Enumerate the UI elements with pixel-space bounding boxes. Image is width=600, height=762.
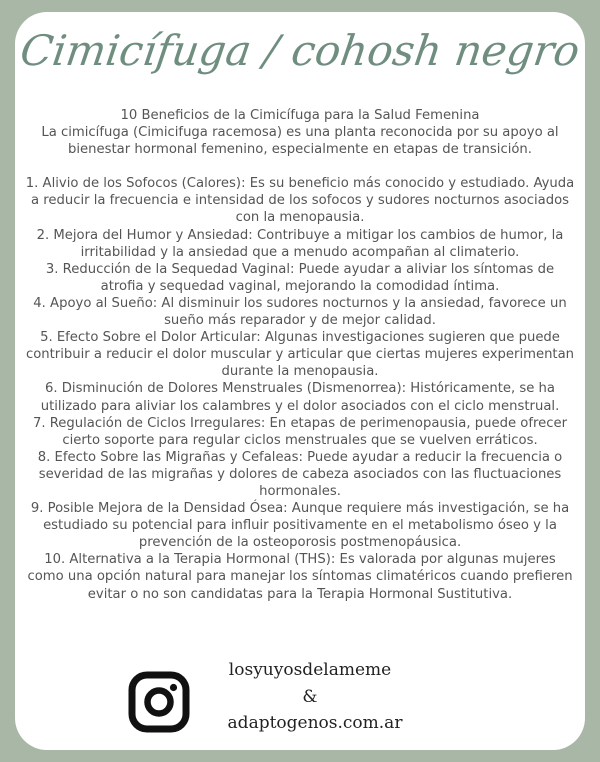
benefit-item: 8. Efecto Sobre las Migrañas y Cefaleas: Puede ayudar a reducir la frecuencia o severidad de las migrañas y dolores de cabeza asociados con las fluctuaciones hormonales. <box>37 449 563 499</box>
content-card <box>15 12 585 750</box>
benefit-item: 6. Disminución de Dolores Menstruales (Dismenorrea): Históricamente, se ha utilizado para aliviar los calambres y el dolor asociados con el ciclo menstrual. <box>40 381 560 414</box>
benefit-item: 1. Alivio de los Sofocos (Calores): Es su beneficio más conocido y estudiado. Ayuda a reducir la frecuencia e intensidad de los sofocos y sudores nocturnos asociados con la menopausia. <box>25 176 575 226</box>
benefit-item: 3. Reducción de la Sequedad Vaginal: Puede ayudar a aliviar los síntomas de atrofia y sequedad vaginal, mejorando la comodidad íntima. <box>45 261 555 294</box>
website-link[interactable]: adaptogenos.com.ar <box>227 713 403 733</box>
instagram-icon[interactable] <box>128 671 190 733</box>
spacer <box>25 158 575 175</box>
intro-heading: 10 Beneficios de la Cimicífuga para la Salud Femenina <box>120 108 480 123</box>
page-title: Cimicífuga / cohosh negro <box>17 26 583 75</box>
benefit-item: 10. Alternativa a la Terapia Hormonal (THS): Es valorada por algunas mujeres como una opción natural para manejar los síntomas climatéricos cuando prefieren evitar o no son candidatas para la Terapia Hormonal Sustitutiva. <box>27 552 573 602</box>
article-body <box>25 107 575 603</box>
instagram-handle[interactable]: losyuyosdelameme <box>228 660 392 680</box>
intro-text: La cimicífuga (Cimicifuga racemosa) es una planta reconocida por su apoyo al bienestar hormonal femenino, especialmente en etapas de transición. <box>41 125 559 158</box>
benefit-item: 9. Posible Mejora de la Densidad Ósea: Aunque requiere más investigación, se ha estudiado su potencial para influir positivamente en el metabolismo óseo y la prevención de la osteoporosis postmenopáusica. <box>30 501 570 551</box>
benefit-item: 5. Efecto Sobre el Dolor Articular: Algunas investigaciones sugieren que puede contribuir a reducir el dolor muscular y articular que ciertas mujeres experimentan durante la menopausia. <box>25 330 575 380</box>
benefit-item: 7. Regulación de Ciclos Irregulares: En etapas de perimenopausia, puede ofrecer cierto soporte para regular ciclos menstruales que se vuelven erráticos. <box>32 415 568 448</box>
ampersand: & <box>302 687 318 707</box>
benefit-item: 2. Mejora del Humor y Ansiedad: Contribuye a mitigar los cambios de humor, la irritabilidad y la ansiedad que a menudo acompañan al climaterio. <box>36 227 564 260</box>
footer <box>15 657 585 742</box>
benefit-item: 4. Apoyo al Sueño: Al disminuir los sudores nocturnos y la ansiedad, favorece un sueño más reparador y de mejor calidad. <box>33 295 567 329</box>
